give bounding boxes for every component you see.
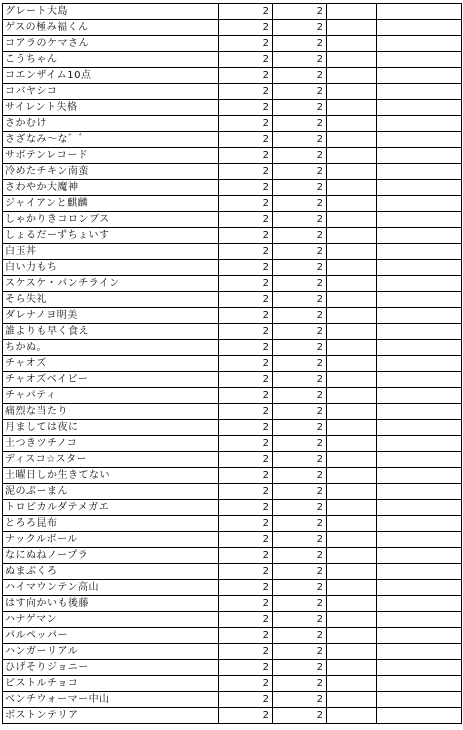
empty-cell[interactable]: [377, 516, 462, 532]
empty-cell[interactable]: [327, 676, 377, 692]
table-row: [3, 372, 462, 388]
name-cell[interactable]: 月ましては夜に: [3, 420, 219, 436]
empty-cell[interactable]: [327, 468, 377, 484]
table-row: [3, 356, 462, 372]
table-row: [3, 580, 462, 596]
value-cell[interactable]: 2: [273, 276, 327, 292]
empty-cell[interactable]: [327, 356, 377, 372]
table-row: [3, 500, 462, 516]
name-cell[interactable]: しょるだーずちょいす: [3, 228, 219, 244]
empty-cell[interactable]: [377, 484, 462, 500]
name-cell[interactable]: ハイマウンテン高山: [3, 580, 219, 596]
empty-cell[interactable]: [327, 276, 377, 292]
empty-cell[interactable]: [377, 212, 462, 228]
table-row: [3, 452, 462, 468]
value-cell[interactable]: 2: [219, 372, 273, 388]
value-cell[interactable]: 2: [273, 596, 327, 612]
table-row: [3, 20, 462, 36]
table-row: [3, 148, 462, 164]
empty-cell[interactable]: [327, 436, 377, 452]
empty-cell[interactable]: [327, 628, 377, 644]
value-cell[interactable]: 2: [219, 212, 273, 228]
table-row: [3, 644, 462, 660]
empty-cell[interactable]: [377, 660, 462, 676]
table-row: [3, 132, 462, 148]
name-cell[interactable]: ハナゲマン: [3, 612, 219, 628]
name-cell[interactable]: こうちゃん: [3, 52, 219, 68]
empty-cell[interactable]: [377, 404, 462, 420]
value-cell[interactable]: 2: [219, 4, 273, 20]
value-cell[interactable]: 2: [219, 308, 273, 324]
table-row: [3, 660, 462, 676]
table-row: [3, 484, 462, 500]
empty-cell[interactable]: [377, 596, 462, 612]
name-cell[interactable]: さわやか大魔神: [3, 180, 219, 196]
name-cell[interactable]: ゲスの極み福くん: [3, 20, 219, 36]
value-cell[interactable]: 2: [219, 20, 273, 36]
name-cell[interactable]: 冷めたチキン南蛮: [3, 164, 219, 180]
table-row: [3, 628, 462, 644]
value-cell[interactable]: 2: [273, 372, 327, 388]
empty-cell[interactable]: [327, 20, 377, 36]
value-cell[interactable]: 2: [219, 36, 273, 52]
empty-cell[interactable]: [377, 436, 462, 452]
table-row: [3, 564, 462, 580]
value-cell[interactable]: 2: [219, 244, 273, 260]
empty-cell[interactable]: [327, 324, 377, 340]
name-cell[interactable]: ナックルボール: [3, 532, 219, 548]
empty-cell[interactable]: [327, 708, 377, 724]
empty-cell[interactable]: [377, 548, 462, 564]
value-cell[interactable]: 2: [273, 564, 327, 580]
value-cell[interactable]: 2: [219, 388, 273, 404]
value-cell[interactable]: 2: [219, 548, 273, 564]
value-cell[interactable]: 2: [273, 468, 327, 484]
name-cell[interactable]: コエンザイム10点: [3, 68, 219, 84]
table-row: [3, 180, 462, 196]
value-cell[interactable]: 2: [219, 324, 273, 340]
value-cell[interactable]: 2: [219, 580, 273, 596]
empty-cell[interactable]: [377, 100, 462, 116]
value-cell[interactable]: 2: [219, 532, 273, 548]
empty-cell[interactable]: [377, 564, 462, 580]
table-row: [3, 388, 462, 404]
value-cell[interactable]: 2: [219, 116, 273, 132]
value-cell[interactable]: 2: [273, 660, 327, 676]
empty-cell[interactable]: [327, 580, 377, 596]
table-row: [3, 676, 462, 692]
empty-cell[interactable]: [327, 372, 377, 388]
empty-cell[interactable]: [377, 340, 462, 356]
empty-cell[interactable]: [377, 164, 462, 180]
empty-cell[interactable]: [327, 692, 377, 708]
value-cell[interactable]: 2: [219, 612, 273, 628]
value-cell[interactable]: 2: [273, 484, 327, 500]
value-cell[interactable]: 2: [219, 180, 273, 196]
empty-cell[interactable]: [377, 180, 462, 196]
value-cell[interactable]: 2: [219, 100, 273, 116]
empty-cell[interactable]: [327, 36, 377, 52]
table-row: [3, 212, 462, 228]
empty-cell[interactable]: [327, 292, 377, 308]
name-cell[interactable]: 土つきツチノコ: [3, 436, 219, 452]
value-cell[interactable]: 2: [219, 452, 273, 468]
empty-cell[interactable]: [377, 4, 462, 20]
value-cell[interactable]: 2: [273, 356, 327, 372]
value-cell[interactable]: 2: [273, 164, 327, 180]
empty-cell[interactable]: [377, 468, 462, 484]
value-cell[interactable]: 2: [219, 660, 273, 676]
value-cell[interactable]: 2: [219, 676, 273, 692]
empty-cell[interactable]: [327, 564, 377, 580]
name-cell[interactable]: 痛烈な当たり: [3, 404, 219, 420]
name-cell[interactable]: チャオズ: [3, 356, 219, 372]
spreadsheet-table: [2, 3, 462, 724]
empty-cell[interactable]: [377, 692, 462, 708]
value-cell[interactable]: 2: [219, 292, 273, 308]
value-cell[interactable]: 2: [219, 484, 273, 500]
value-cell[interactable]: 2: [219, 68, 273, 84]
table-row: [3, 52, 462, 68]
value-cell[interactable]: 2: [219, 500, 273, 516]
table-row: [3, 340, 462, 356]
table-row: [3, 68, 462, 84]
name-cell[interactable]: ボストンテリア: [3, 708, 219, 724]
value-cell[interactable]: 2: [273, 708, 327, 724]
table-row: [3, 596, 462, 612]
empty-cell[interactable]: [377, 532, 462, 548]
empty-cell[interactable]: [377, 580, 462, 596]
name-cell[interactable]: 泥のぷーまん: [3, 484, 219, 500]
value-cell[interactable]: 2: [273, 132, 327, 148]
value-cell[interactable]: 2: [273, 580, 327, 596]
empty-cell[interactable]: [327, 388, 377, 404]
name-cell[interactable]: ジャイアンと麒麟: [3, 196, 219, 212]
value-cell[interactable]: 2: [219, 260, 273, 276]
value-cell[interactable]: 2: [219, 644, 273, 660]
empty-cell[interactable]: [327, 132, 377, 148]
empty-cell[interactable]: [327, 500, 377, 516]
name-cell[interactable]: サイレント失格: [3, 100, 219, 116]
value-cell[interactable]: 2: [273, 644, 327, 660]
value-cell[interactable]: 2: [219, 164, 273, 180]
table-row: [3, 228, 462, 244]
empty-cell[interactable]: [377, 324, 462, 340]
value-cell[interactable]: 2: [273, 292, 327, 308]
name-cell[interactable]: ダレナノヨ明美: [3, 308, 219, 324]
table-row: [3, 468, 462, 484]
value-cell[interactable]: 2: [273, 548, 327, 564]
empty-cell[interactable]: [377, 196, 462, 212]
empty-cell[interactable]: [377, 20, 462, 36]
empty-cell[interactable]: [377, 116, 462, 132]
empty-cell[interactable]: [377, 292, 462, 308]
table-row: [3, 260, 462, 276]
name-cell[interactable]: しゃかりきコロンブス: [3, 212, 219, 228]
value-cell[interactable]: 2: [273, 244, 327, 260]
name-cell[interactable]: トロピカルダテメガエ: [3, 500, 219, 516]
name-cell[interactable]: スケスケ・パンチライン: [3, 276, 219, 292]
empty-cell[interactable]: [327, 196, 377, 212]
empty-cell[interactable]: [377, 308, 462, 324]
value-cell[interactable]: 2: [273, 452, 327, 468]
value-cell[interactable]: 2: [219, 468, 273, 484]
value-cell[interactable]: 2: [219, 404, 273, 420]
value-cell[interactable]: 2: [273, 52, 327, 68]
value-cell[interactable]: 2: [273, 180, 327, 196]
value-cell[interactable]: 2: [273, 100, 327, 116]
empty-cell[interactable]: [327, 4, 377, 20]
table-row: [3, 4, 462, 20]
value-cell[interactable]: 2: [219, 708, 273, 724]
value-cell[interactable]: 2: [273, 68, 327, 84]
value-cell[interactable]: 2: [273, 516, 327, 532]
empty-cell[interactable]: [377, 228, 462, 244]
value-cell[interactable]: 2: [219, 420, 273, 436]
value-cell[interactable]: 2: [273, 612, 327, 628]
empty-cell[interactable]: [327, 164, 377, 180]
table-row: [3, 292, 462, 308]
name-cell[interactable]: なにぬねノープラ: [3, 548, 219, 564]
empty-cell[interactable]: [327, 644, 377, 660]
table-row: [3, 404, 462, 420]
empty-cell[interactable]: [377, 132, 462, 148]
empty-cell[interactable]: [327, 116, 377, 132]
empty-cell[interactable]: [327, 148, 377, 164]
name-cell[interactable]: はす向かいも後藤: [3, 596, 219, 612]
name-cell[interactable]: グレート大島: [3, 4, 219, 20]
value-cell[interactable]: 2: [273, 324, 327, 340]
empty-cell[interactable]: [327, 516, 377, 532]
empty-cell[interactable]: [327, 100, 377, 116]
empty-cell[interactable]: [377, 244, 462, 260]
name-cell[interactable]: ディスコ☆スター: [3, 452, 219, 468]
empty-cell[interactable]: [327, 84, 377, 100]
name-cell[interactable]: パルペッパー: [3, 628, 219, 644]
value-cell[interactable]: 2: [273, 20, 327, 36]
empty-cell[interactable]: [327, 596, 377, 612]
name-cell[interactable]: チャパティ: [3, 388, 219, 404]
empty-cell[interactable]: [377, 372, 462, 388]
table-row: [3, 276, 462, 292]
value-cell[interactable]: 2: [273, 340, 327, 356]
table-row: [3, 420, 462, 436]
name-cell[interactable]: ひげそりジョニー: [3, 660, 219, 676]
value-cell[interactable]: 2: [219, 628, 273, 644]
value-cell[interactable]: 2: [273, 4, 327, 20]
empty-cell[interactable]: [327, 180, 377, 196]
empty-cell[interactable]: [327, 612, 377, 628]
empty-cell[interactable]: [327, 260, 377, 276]
value-cell[interactable]: 2: [273, 148, 327, 164]
name-cell[interactable]: ぬまぶくろ: [3, 564, 219, 580]
value-cell[interactable]: 2: [273, 36, 327, 52]
empty-cell[interactable]: [327, 660, 377, 676]
table-row: [3, 116, 462, 132]
table-row: [3, 308, 462, 324]
name-cell[interactable]: 白玉丼: [3, 244, 219, 260]
value-cell[interactable]: 2: [219, 196, 273, 212]
table-row: [3, 164, 462, 180]
empty-cell[interactable]: [377, 420, 462, 436]
name-cell[interactable]: ベンチウォーマー中山: [3, 692, 219, 708]
empty-cell[interactable]: [377, 628, 462, 644]
value-cell[interactable]: 2: [273, 228, 327, 244]
empty-cell[interactable]: [327, 420, 377, 436]
value-cell[interactable]: 2: [219, 132, 273, 148]
value-cell[interactable]: 2: [273, 404, 327, 420]
name-cell[interactable]: コバヤシコ: [3, 84, 219, 100]
empty-cell[interactable]: [327, 404, 377, 420]
value-cell[interactable]: 2: [273, 436, 327, 452]
empty-cell[interactable]: [377, 500, 462, 516]
table-row: [3, 708, 462, 724]
table-row: [3, 244, 462, 260]
name-cell[interactable]: サボテンレコード: [3, 148, 219, 164]
empty-cell[interactable]: [377, 644, 462, 660]
empty-cell[interactable]: [377, 260, 462, 276]
value-cell[interactable]: 2: [219, 356, 273, 372]
value-cell[interactable]: 2: [219, 340, 273, 356]
empty-cell[interactable]: [327, 484, 377, 500]
table-row: [3, 436, 462, 452]
empty-cell[interactable]: [327, 212, 377, 228]
table-row: [3, 36, 462, 52]
value-cell[interactable]: 2: [273, 196, 327, 212]
value-cell[interactable]: 2: [219, 436, 273, 452]
value-cell[interactable]: 2: [273, 84, 327, 100]
name-cell[interactable]: ちかぬ。: [3, 340, 219, 356]
name-cell[interactable]: さかむけ: [3, 116, 219, 132]
empty-cell[interactable]: [377, 452, 462, 468]
table-row: [3, 548, 462, 564]
name-cell[interactable]: チャオズベイビー: [3, 372, 219, 388]
empty-cell[interactable]: [327, 308, 377, 324]
name-cell[interactable]: 白い力もち: [3, 260, 219, 276]
value-cell[interactable]: 2: [273, 628, 327, 644]
name-cell[interactable]: 土曜日しか生きてない: [3, 468, 219, 484]
value-cell[interactable]: 2: [273, 260, 327, 276]
value-cell[interactable]: 2: [219, 564, 273, 580]
empty-cell[interactable]: [327, 52, 377, 68]
value-cell[interactable]: 2: [219, 148, 273, 164]
empty-cell[interactable]: [327, 68, 377, 84]
name-cell[interactable]: 誰よりも早く食え: [3, 324, 219, 340]
value-cell[interactable]: 2: [273, 212, 327, 228]
empty-cell[interactable]: [377, 612, 462, 628]
value-cell[interactable]: 2: [273, 308, 327, 324]
table-row: [3, 196, 462, 212]
name-cell[interactable]: コアラのケマさん: [3, 36, 219, 52]
value-cell[interactable]: 2: [219, 276, 273, 292]
empty-cell[interactable]: [377, 36, 462, 52]
table-row: [3, 692, 462, 708]
empty-cell[interactable]: [377, 148, 462, 164]
table-row: [3, 516, 462, 532]
table-body: [3, 4, 462, 724]
empty-cell[interactable]: [377, 356, 462, 372]
empty-cell[interactable]: [377, 388, 462, 404]
empty-cell[interactable]: [327, 452, 377, 468]
value-cell[interactable]: 2: [219, 692, 273, 708]
value-cell[interactable]: 2: [273, 500, 327, 516]
empty-cell[interactable]: [327, 548, 377, 564]
name-cell[interactable]: ピストルチョコ: [3, 676, 219, 692]
value-cell[interactable]: 2: [273, 388, 327, 404]
value-cell[interactable]: 2: [273, 116, 327, 132]
value-cell[interactable]: 2: [273, 692, 327, 708]
value-cell[interactable]: 2: [273, 420, 327, 436]
value-cell[interactable]: 2: [219, 228, 273, 244]
empty-cell[interactable]: [327, 340, 377, 356]
table-row: [3, 532, 462, 548]
empty-cell[interactable]: [377, 52, 462, 68]
value-cell[interactable]: 2: [219, 596, 273, 612]
table-row: [3, 324, 462, 340]
table-row: [3, 84, 462, 100]
empty-cell[interactable]: [327, 532, 377, 548]
empty-cell[interactable]: [327, 244, 377, 260]
value-cell[interactable]: 2: [219, 516, 273, 532]
value-cell[interactable]: 2: [219, 84, 273, 100]
value-cell[interactable]: 2: [219, 52, 273, 68]
empty-cell[interactable]: [327, 228, 377, 244]
empty-cell[interactable]: [377, 84, 462, 100]
table-row: [3, 612, 462, 628]
empty-cell[interactable]: [377, 708, 462, 724]
table-row: [3, 100, 462, 116]
value-cell[interactable]: 2: [273, 676, 327, 692]
name-cell[interactable]: そら失礼: [3, 292, 219, 308]
name-cell[interactable]: さざなみ〜な゛゛: [3, 132, 219, 148]
name-cell[interactable]: とろろ昆布: [3, 516, 219, 532]
empty-cell[interactable]: [377, 276, 462, 292]
empty-cell[interactable]: [377, 68, 462, 84]
name-cell[interactable]: ハンガーリアル: [3, 644, 219, 660]
value-cell[interactable]: 2: [273, 532, 327, 548]
empty-cell[interactable]: [377, 676, 462, 692]
